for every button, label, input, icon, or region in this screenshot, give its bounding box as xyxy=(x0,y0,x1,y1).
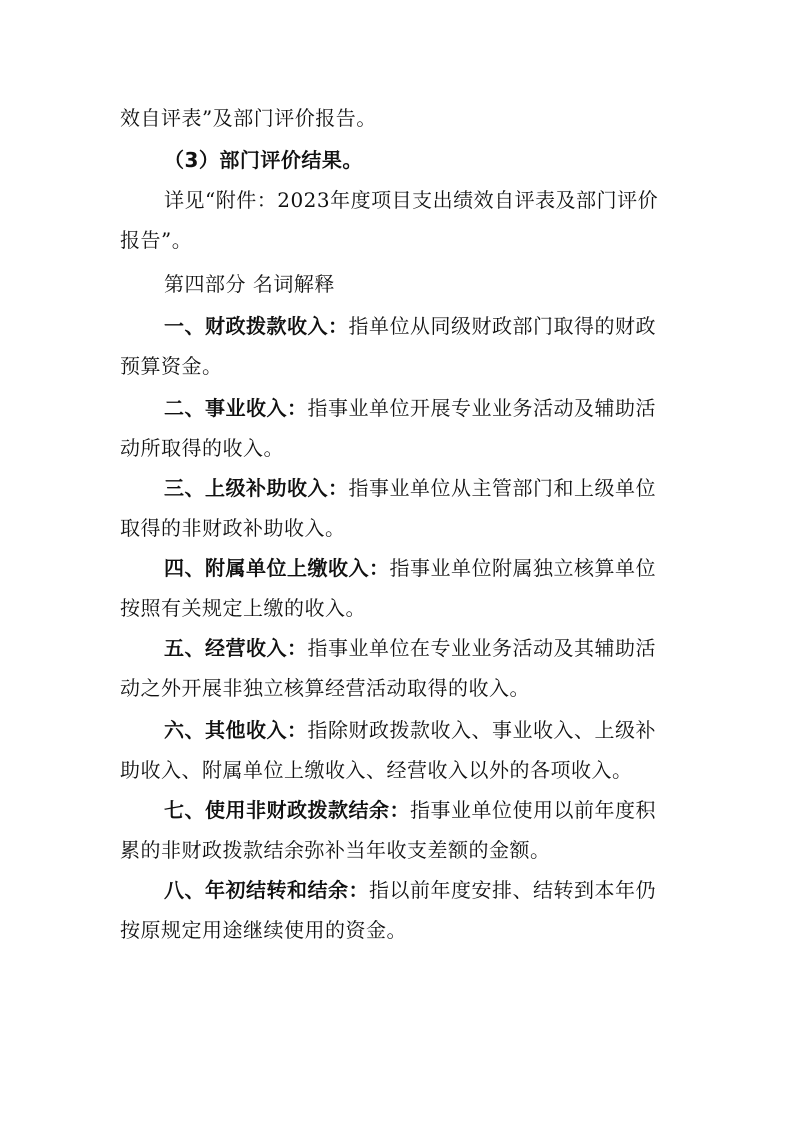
definition-text: 指以前年度安排、结转到本年仍 xyxy=(369,878,656,902)
section-heading: （3）部门评价结果。 xyxy=(164,148,363,172)
definition-line xyxy=(164,798,656,822)
definition-term: 八、年初结转和结余： xyxy=(164,878,369,902)
paragraph-continuation: 效自评表”及部门评价报告。 xyxy=(120,106,377,130)
definition-text: 指事业单位附属独立核算单位 xyxy=(389,556,656,580)
definition-term: 七、使用非财政拨款结余： xyxy=(164,798,410,822)
definition-term: 三、上级补助收入： xyxy=(164,476,349,500)
paragraph-line: 报告”。 xyxy=(120,228,193,252)
definition-line xyxy=(164,718,656,742)
definition-line xyxy=(164,314,656,338)
definition-line: 累的非财政拨款结余弥补当年收支差额的金额。 xyxy=(120,838,551,862)
definition-line: 按照有关规定上缴的收入。 xyxy=(120,596,366,620)
definition-text: 指单位从同级财政部门取得的财政 xyxy=(348,314,656,338)
definition-line: 取得的非财政补助收入。 xyxy=(120,516,346,540)
definition-term: 一、财政拨款收入： xyxy=(164,314,349,338)
definition-term: 二、事业收入： xyxy=(164,396,308,420)
paragraph-line: 详见“附件：2023年度项目支出绩效自评表及部门评价 xyxy=(164,188,659,212)
definition-text: 指事业单位使用以前年度积 xyxy=(410,798,656,822)
definition-line: 按原规定用途继续使用的资金。 xyxy=(120,918,407,942)
definition-line: 助收入、附属单位上缴收入、经营收入以外的各项收入。 xyxy=(120,758,633,782)
definition-term: 五、经营收入： xyxy=(164,636,308,660)
definition-text: 指事业单位从主管部门和上级单位 xyxy=(348,476,656,500)
definition-text: 指事业单位开展专业业务活动及辅助活 xyxy=(307,396,656,420)
definition-line: 预算资金。 xyxy=(120,354,223,378)
definition-text: 指除财政拨款收入、事业收入、上级补 xyxy=(307,718,656,742)
definition-line xyxy=(164,556,656,580)
definition-line xyxy=(164,476,656,500)
definition-term: 六、其他收入： xyxy=(164,718,308,742)
definition-line: 动所取得的收入。 xyxy=(120,436,284,460)
definition-line xyxy=(164,636,656,660)
part-heading: 第四部分 名词解释 xyxy=(164,272,335,296)
definition-term: 四、附属单位上缴收入： xyxy=(164,556,390,580)
definition-line: 动之外开展非独立核算经营活动取得的收入。 xyxy=(120,676,530,700)
definition-line xyxy=(164,396,656,420)
definition-text: 指事业单位在专业业务活动及其辅助活 xyxy=(307,636,656,660)
definition-line xyxy=(164,878,656,902)
